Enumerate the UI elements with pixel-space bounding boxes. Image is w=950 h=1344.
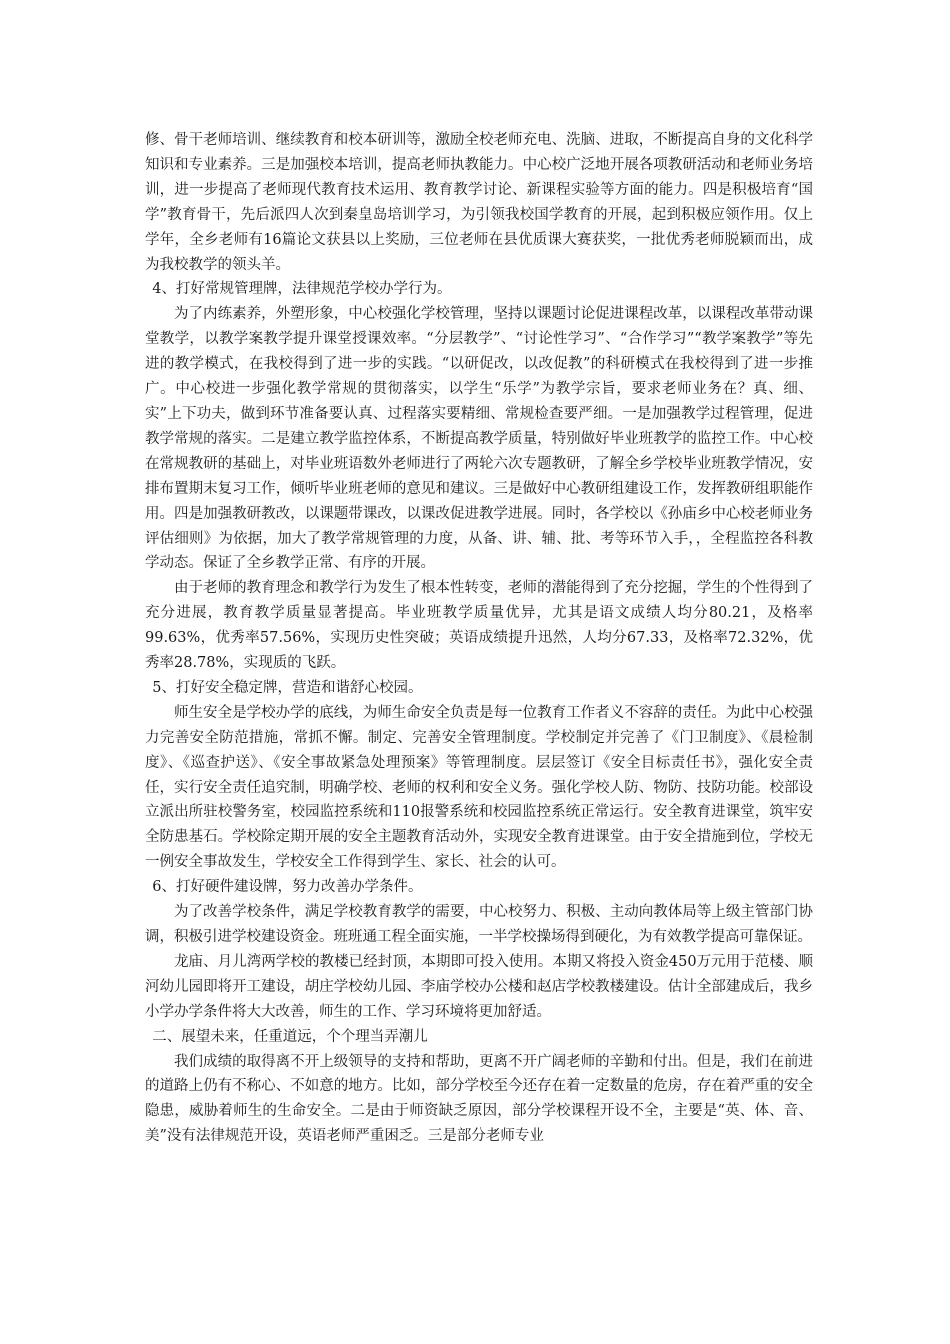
document-body <box>145 128 813 1149</box>
paragraph-hardware-funding: 为了改善学校条件，满足学校教育教学的需要，中心校努力、积极、主动向教体局等上级主管部门协调，积极引进学校建设资金。班班通工程全面实施，一半学校操场得到硬化，为有效教学提高可靠保证。 <box>145 904 813 945</box>
heading-safety: 5、打好安全稳定牌，营造和谐舒心校园。 <box>152 679 423 696</box>
heading-hardware: 6、打好硬件建设牌，努力改善办学条件。 <box>152 879 423 896</box>
paragraph-routine-management: 为了内练素养，外塑形象，中心校强化学校管理，坚持以课题讨论促进课程改革，以课程改革带动课堂教学，以教学案教学提升课堂授课效率。“分层教学”、“讨论性学习”、“合作学习”“教学案教学”等先进的教学模式，在我校得到了进一步的实践。“以研促改，以改促教”的科研模式在我校得到了进一步推广。中心校进一步强化教学常规的贯彻落实，以学生“乐学”为教学宗旨，要求老师业务在？真、细、实”上下功夫，做到环节准备要认真、过程落实要精细、常规检查要严细。一是加强教学过程管理，促进教学常规的落实。二是建立教学监控体系，不断提高教学质量，特别做好毕业班教学的监控工作。中心校在常规教研的基础上，对毕业班语数外老师进行了两轮六次专题教研，了解全乡学校毕业班教学情况，安排布置期末复习工作，倾听毕业班老师的意见和建议。三是做好中心教研组建设工作，发挥教研组职能作用。四是加强教研教改，以课题带课改，以课改促进教学进展。同时，各学校以《孙庙乡中心校老师业务评估细则》为依据，加大了教学常规管理的力度，从备、讲、辅、批、考等环节入手，，全程监控各科教学动态。保证了全乡教学正常、有序的开展。 <box>145 306 813 572</box>
paragraph-outlook: 我们成绩的取得离不开上级领导的支持和帮助，更离不开广阔老师的辛勤和付出。但是，我们在前进的道路上仍有不称心、不如意的地方。比如，部分学校至今还存在着一定数量的危房，存在着严重的安全隐患，威胁着师生的生命安全。二是由于师资缺乏原因，部分学校课程开设不全，主要是“英、体、音、美”没有法律规范开设，英语老师严重困乏。三是部分老师专业 <box>145 1053 813 1145</box>
heading-outlook: 二、展望未来，任重道远，个个理当弄潮儿 <box>152 1028 428 1045</box>
paragraph-teaching-quality: 由于老师的教育理念和教学行为发生了根本性转变，老师的潜能得到了充分挖掘，学生的个性得到了充分进展，教育教学质量显著提高。毕业班教学质量优异，尤其是语文成绩人均分80.21，及格率99.63%，优秀率57.56%，实现历史性突破；英语成绩提升迅然，人均分67.33，及格率72.32%，优秀率28.78%，实现质的飞跃。 <box>145 580 813 672</box>
heading-routine-management: 4、打好常规管理牌，法律规范学校办学行为。 <box>152 281 452 298</box>
paragraph-safety: 师生安全是学校办学的底线，为师生命安全负责是每一位教育工作者义不容辞的责任。为此中心校强力完善安全防范措施，常抓不懈。制定、完善安全管理制度。学校制定并完善了《门卫制度》、《晨检制度》、《巡查护送》、《安全事故紧急处理预案》等管理制度。层层签订《安全目标责任书》，强化安全责任，实行安全责任追究制，明确学校、老师的权利和安全义务。强化学校人防、物防、技防功能。校部设立派出所驻校警务室，校园监控系统和110报警系统和校园监控系统正常运行。安全教育进课堂，筑牢安全防患基石。学校除定期开展的安全主题教育活动外，实现安全教育进课堂。由于安全措施到位，学校无一例安全事故发生，学校安全工作得到学生、家长、社会的认可。 <box>145 704 813 871</box>
paragraph-hardware-construction: 龙庙、月儿湾两学校的教楼已经封顶，本期即可投入使用。本期又将投入资金450万元用于范楼、顺河幼儿园即将开工建设，胡庄学校幼儿园、李庙学校办公楼和赵店学校教楼建设。估计全部建成后，我乡小学办学条件将大大改善，师生的工作、学习环境将更加舒适。 <box>145 953 813 1020</box>
paragraph-teacher-training: 修、骨干老师培训、继续教育和校本研训等，激励全校老师充电、洗脑、进取，不断提高自身的文化科学知识和专业素养。三是加强校本培训，提高老师执教能力。中心校广泛地开展各项教研活动和老师业务培训，进一步提高了老师现代教育技术运用、教育教学讨论、新课程实验等方面的能力。四是积极培育“国学”教育骨干，先后派四人次到秦皇岛培训学习，为引领我校国学教育的开展，起到积极应领作用。仅上学年，全乡老师有16篇论文获县以上奖励，三位老师在县优质课大赛获奖，一批优秀老师脱颖而出，成为我校教学的领头羊。 <box>145 132 813 273</box>
